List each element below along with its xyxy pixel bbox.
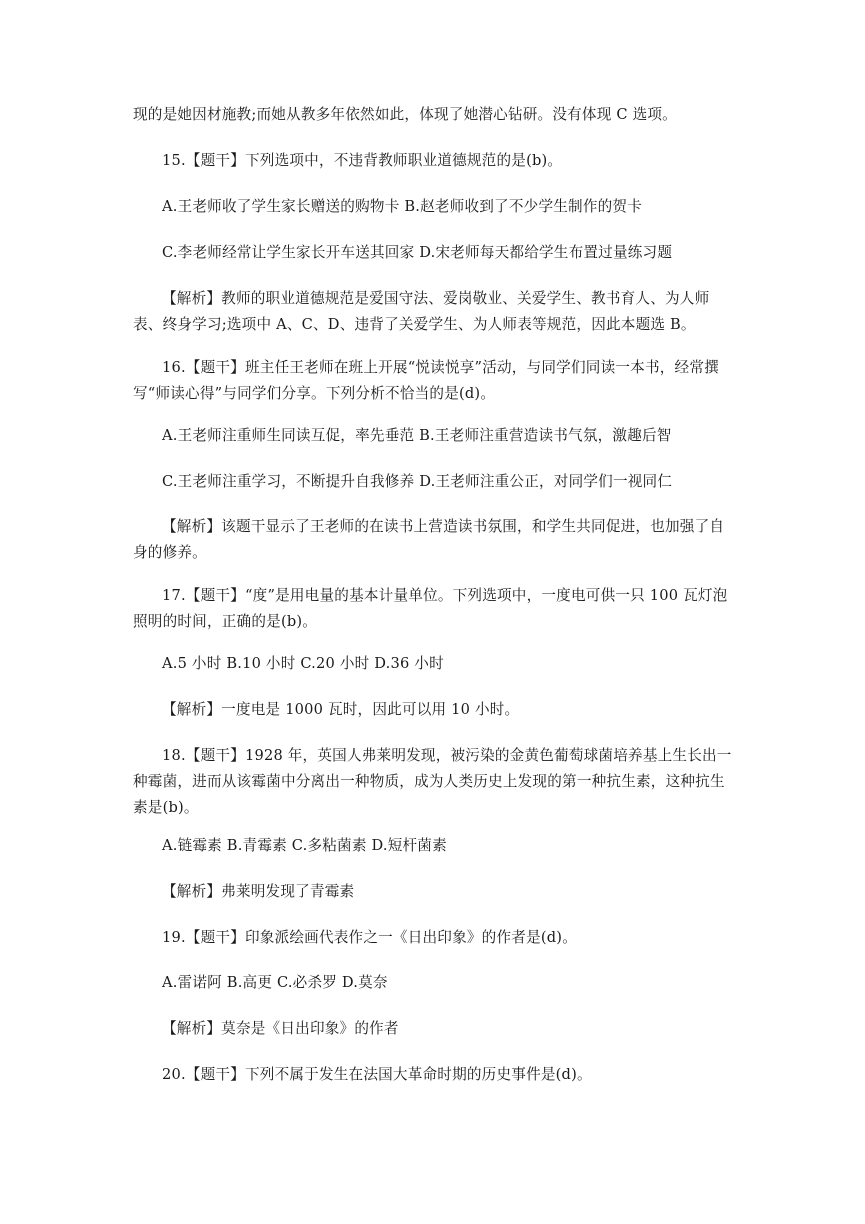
paragraph-continuation: 现的是她因材施教;而她从教多年依然如此，体现了她潜心钻研。没有体现 C 选项。 (133, 106, 677, 123)
question-19-analysis: 【解析】莫奈是《日出印象》的作者 (162, 1020, 399, 1037)
question-17-stem: 17.【题干】“度”是用电量的基本计量单位。下列选项中，一度电可供一只 100 瓦灯泡照明的时间，正确的是(b)。 (133, 587, 728, 630)
question-18-options: A.链霉素 B.青霉素 C.多粘菌素 D.短杆菌素 (162, 837, 447, 854)
question-18-analysis: 【解析】弗莱明发现了青霉素 (162, 883, 355, 900)
question-15-stem: 15.【题干】下列选项中，不违背教师职业道德规范的是(b)。 (162, 152, 563, 169)
question-17-analysis: 【解析】一度电是 1000 瓦时，因此可以用 10 小时。 (162, 701, 520, 718)
question-16-options-cd: C.王老师注重学习，不断提升自我修养 D.王老师注重公正，对同学们一视同仁 (162, 473, 673, 490)
question-19-stem: 19.【题干】印象派绘画代表作之一《日出印象》的作者是(d)。 (162, 929, 577, 946)
question-20-stem: 20.【题干】下列不属于发生在法国大革命时期的历史事件是(d)。 (162, 1066, 592, 1083)
question-16-options-ab: A.王老师注重师生同读互促，率先垂范 B.王老师注重营造读书气氛，激趣后智 (162, 427, 672, 444)
question-19-options: A.雷诺阿 B.高更 C.必杀罗 D.莫奈 (162, 974, 388, 991)
question-15-options-ab: A.王老师收了学生家长赠送的购物卡 B.赵老师收到了不少学生制作的贺卡 (162, 198, 642, 215)
question-16-analysis: 【解析】该题干显示了王老师的在读书上营造读书氛围，和学生共同促进，也加强了自身的修养。 (133, 518, 725, 561)
question-18-stem: 18.【题干】1928 年，英国人弗莱明发现，被污染的金黄色葡萄球菌培养基上生长出一种霉菌，进而从该霉菌中分离出一种物质，成为人类历史上发现的第一种抗生素，这种抗生素是(b)。 (133, 747, 732, 816)
question-15-analysis: 【解析】教师的职业道德规范是爱国守法、爱岗敬业、关爱学生、教书育人、为人师表、终身学习;选项中 A、C、D、违背了关爱学生、为人师表等规范，因此本题选 B。 (133, 290, 710, 333)
question-15-options-cd: C.李老师经常让学生家长开车送其回家 D.宋老师每天都给学生布置过量练习题 (162, 244, 673, 261)
question-16-stem: 16.【题干】班主任王老师在班上开展“悦读悦享”活动，与同学们同读一本书，经常撰写“师读心得”与同学们分享。下列分析不恰当的是(d)。 (133, 359, 719, 402)
question-17-options: A.5 小时 B.10 小时 C.20 小时 D.36 小时 (162, 655, 444, 672)
